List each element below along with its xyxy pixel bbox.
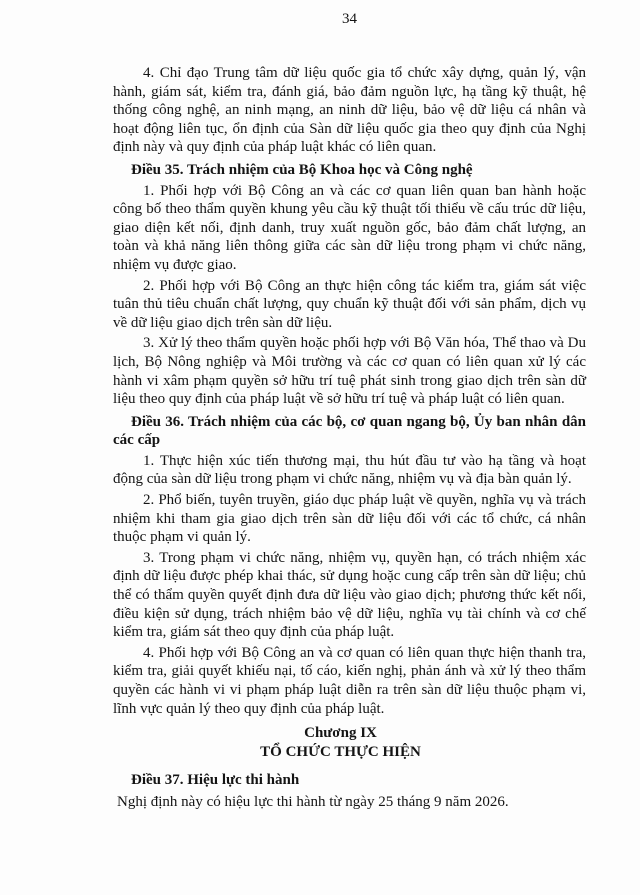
article-36-clause-1: 1. Thực hiện xúc tiến thương mại, thu hút đầu tư vào hạ tầng và hoạt động của sàn dữ liệu trong phạm vi chức năng, nhiệm vụ và địa bàn quản lý. [113, 452, 586, 488]
article-37-text: Nghị định này có hiệu lực thi hành từ ngày 25 tháng 9 năm 2026. [117, 793, 509, 810]
article-35 [113, 161, 586, 409]
article-36-clause-4: 4. Phối hợp với Bộ Công an và cơ quan có liên quan thực hiện thanh tra, kiểm tra, giải quyết khiếu nại, tố cáo, kiến nghị, phản ánh và xử lý theo thẩm quyền các hành vi vi phạm pháp luật diễn ra trên sàn dữ liệu thuộc phạm vi, lĩnh vực quản lý theo quy định của pháp luật. [113, 644, 586, 717]
intro-clause-paragraph: 4. Chỉ đạo Trung tâm dữ liệu quốc gia tổ chức xây dựng, quản lý, vận hành, giám sát, kiểm tra, đánh giá, bảo đảm nguồn lực, hạ tầng kỹ thuật, hệ thống công nghệ, an ninh mạng, an ninh dữ liệu, bảo vệ dữ liệu cá nhân và hoạt động liên tục, ổn định của Sàn dữ liệu quốc gia theo quy định của Nghị định này và quy định của pháp luật khác có liên quan. [113, 65, 586, 156]
article-35-clause-1: 1. Phối hợp với Bộ Công an và các cơ quan liên quan ban hành hoặc công bố theo thẩm quyền khung yêu cầu kỹ thuật tối thiểu về cấu trúc dữ liệu, giao diện kết nối, định danh, truy xuất nguồn gốc, bảo đảm chất lượng, an toàn và khả năng liên thông giữa các sàn dữ liệu trong phạm vi chức năng, nhiệm vụ được giao. [113, 182, 586, 273]
chapter-heading [113, 724, 568, 761]
article-35-clause-2: 2. Phối hợp với Bộ Công an thực hiện công tác kiểm tra, giám sát việc tuân thủ tiêu chuẩn chất lượng, quy chuẩn kỹ thuật đối với sản phẩm, dịch vụ về dữ liệu giao dịch trên sàn dữ liệu. [113, 277, 586, 331]
article-36 [113, 413, 586, 719]
article-37-heading: Điều 37. Hiệu lực thi hành [131, 772, 300, 789]
article-36-heading: Điều 36. Trách nhiệm của các bộ, cơ quan ngang bộ, Ủy ban nhân dân các cấp [113, 413, 586, 449]
article-35-clause-3: 3. Xử lý theo thẩm quyền hoặc phối hợp với Bộ Văn hóa, Thể thao và Du lịch, Bộ Nông nghiệp và Môi trường và các cơ quan có liên quan xử lý các hành vi xâm phạm quyền sở hữu trí tuệ phát sinh trong giao dịch trên sàn dữ liệu theo quy định của pháp luật về sở hữu trí tuệ và pháp luật có liên quan. [113, 335, 586, 408]
article-36-clause-2: 2. Phổ biến, tuyên truyền, giáo dục pháp luật về quyền, nghĩa vụ và trách nhiệm khi tham gia giao dịch trên sàn dữ liệu đối với các tổ chức, cá nhân thuộc phạm vi quản lý. [113, 492, 586, 546]
article-36-clause-3: 3. Trong phạm vi chức năng, nhiệm vụ, quyền hạn, có trách nhiệm xác định dữ liệu được phép khai thác, sử dụng hoặc cung cấp trên sàn dữ liệu; chủ thể có thẩm quyền quyết định đưa dữ liệu vào giao dịch; phương thức kết nối, điều kiện sử dụng, trách nhiệm bảo vệ dữ liệu, nghĩa vụ tài chính và cơ chế kiểm tra, giám sát theo quy định của pháp luật. [113, 549, 586, 641]
chapter-title: TỔ CHỨC THỰC HIỆN [260, 743, 421, 760]
document-body [113, 64, 586, 812]
article-37 [113, 771, 586, 811]
chapter-label: Chương IX [304, 725, 377, 742]
page-number: 34 [342, 11, 357, 27]
article-35-heading: Điều 35. Trách nhiệm của Bộ Khoa học và Công nghệ [131, 161, 473, 178]
